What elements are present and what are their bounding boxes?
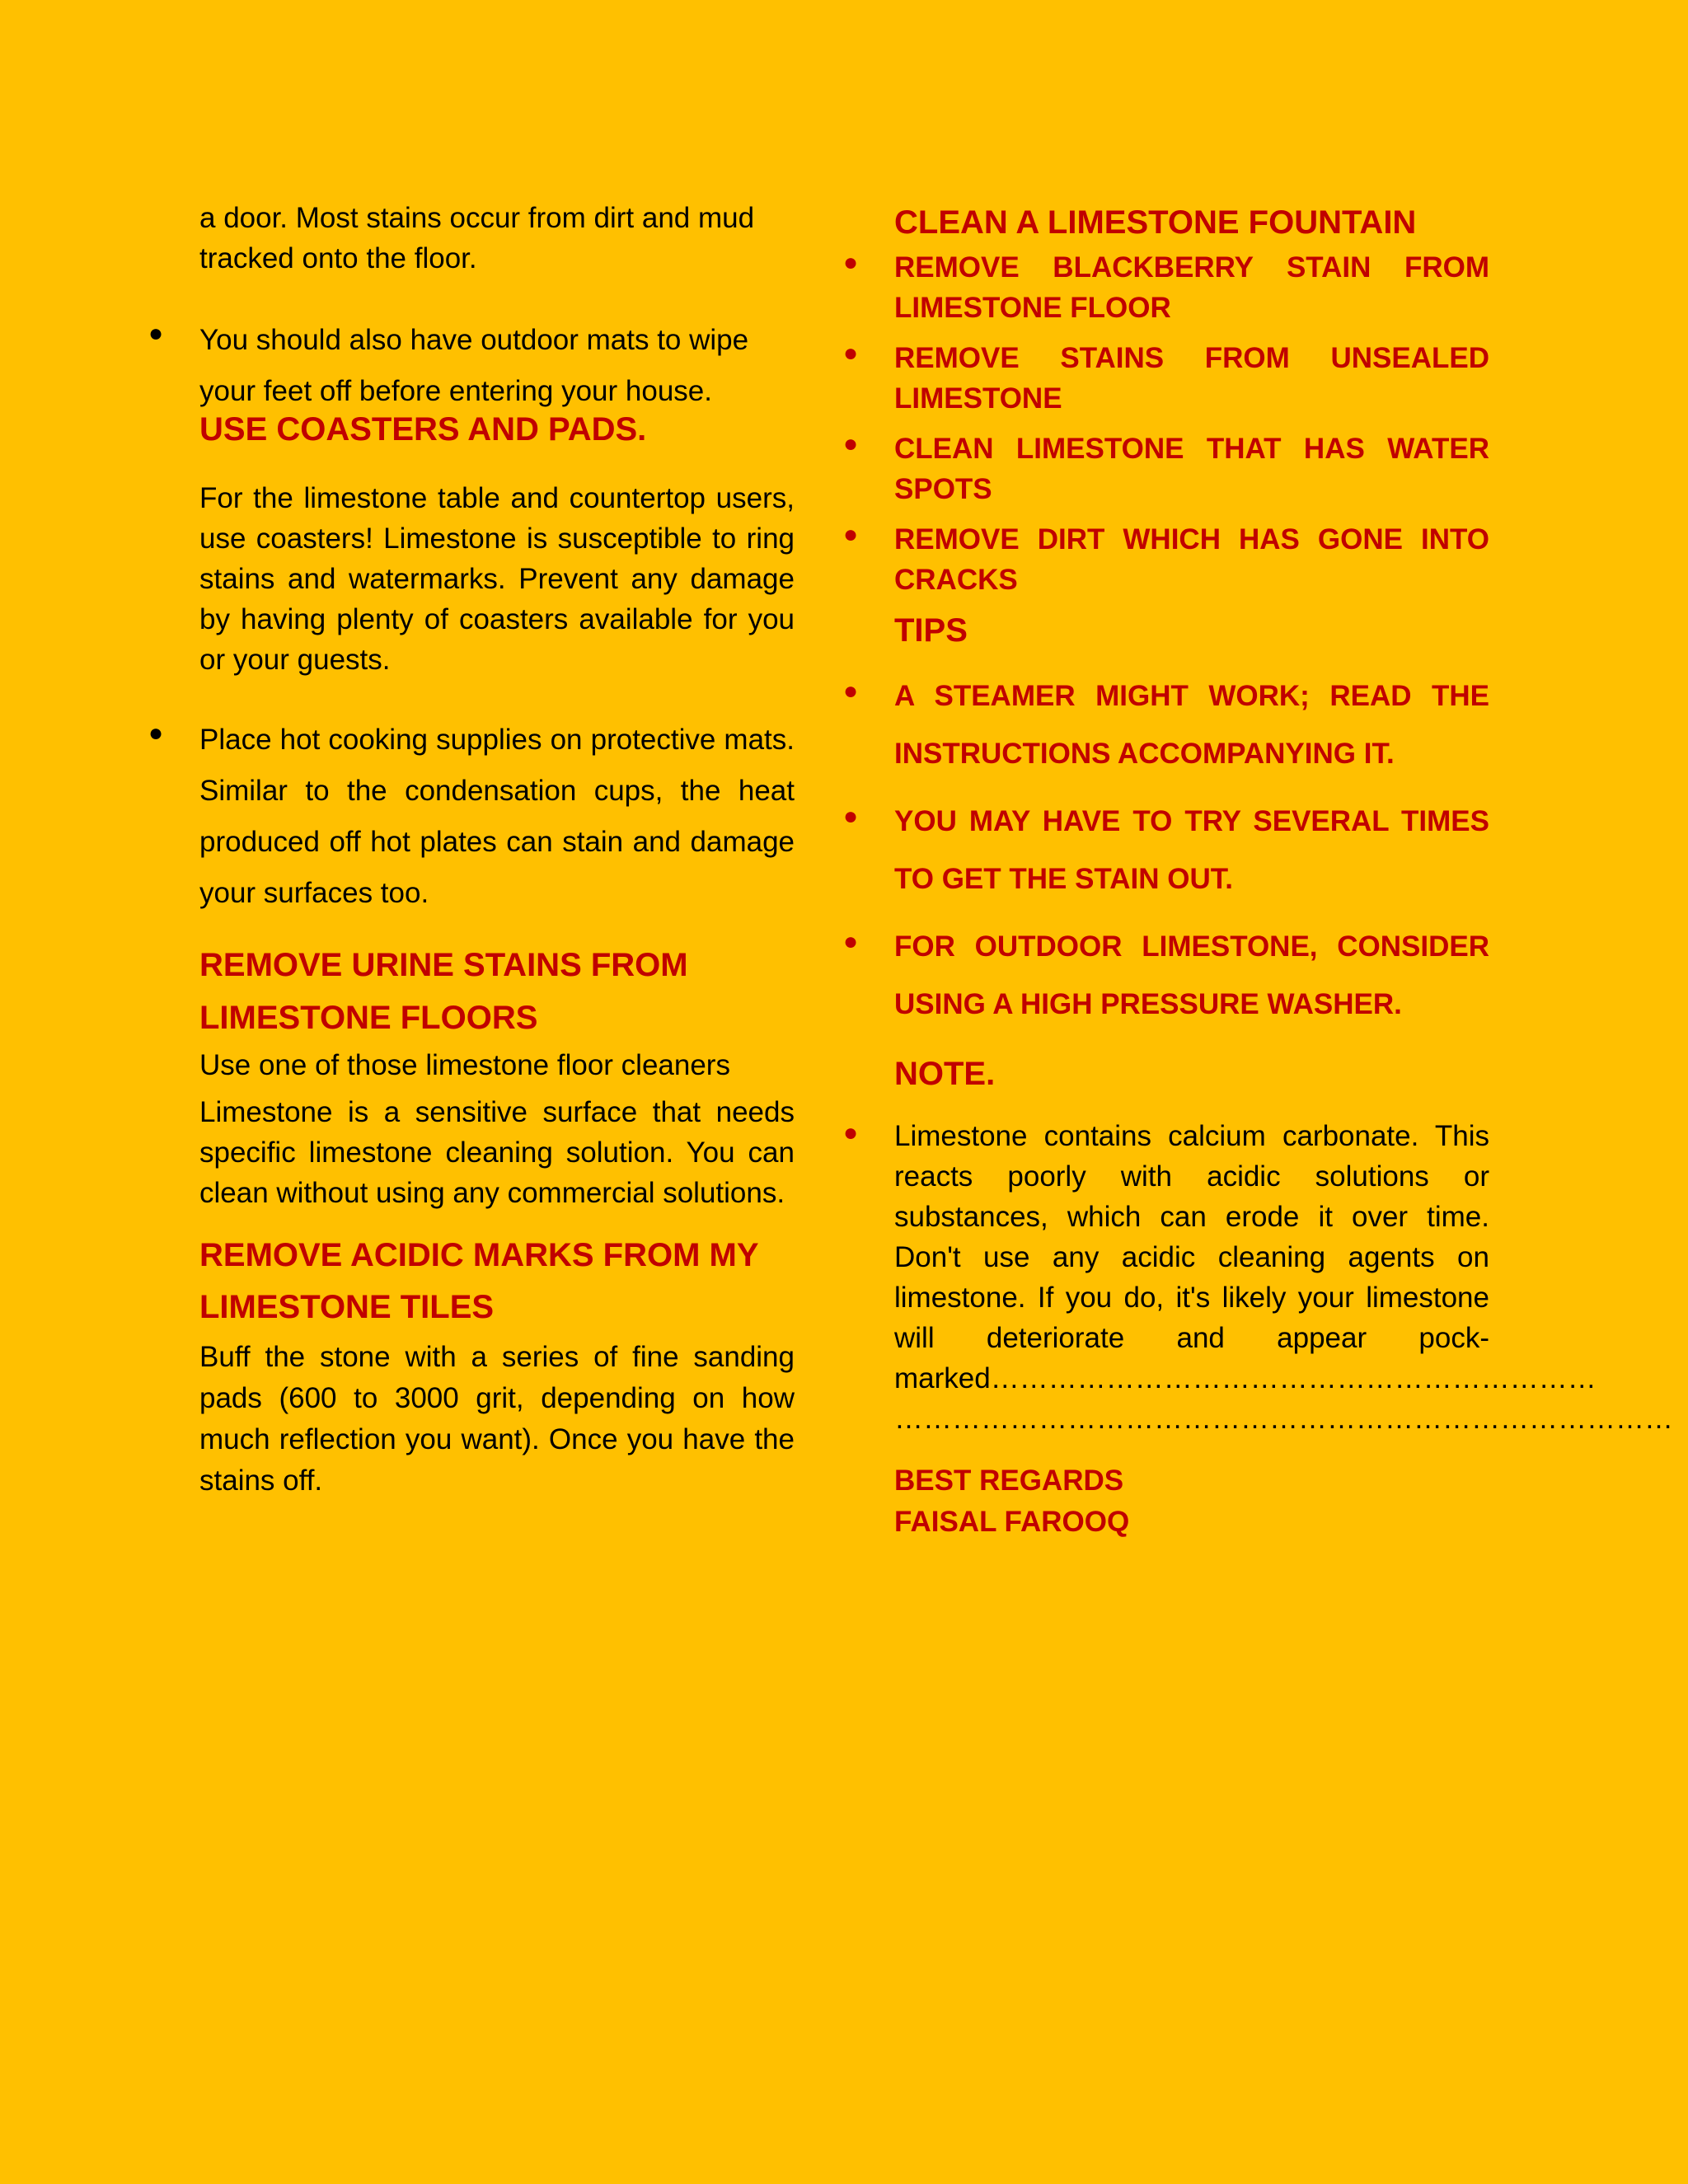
list-item-outdoor-mats <box>148 315 795 417</box>
list-item <box>843 918 1489 1033</box>
bullet-dot-icon: ● <box>843 430 859 457</box>
list-item-text: CLEAN LIMESTONE THAT HAS WATER SPOTS <box>894 433 1489 505</box>
list-item <box>843 429 1489 509</box>
list-item-text: REMOVE BLACKBERRY STAIN FROM LIMESTONE FLOOR <box>894 251 1489 324</box>
note-text: Limestone contains calcium carbonate. This reacts poorly with acidic solutions or substances, which can erode it over time. Don't use any acidic cleaning agents on limestone. If you do, it's likely your limestone will deteriorate and appear pock-marked……………………………………………………… <box>894 1120 1597 1394</box>
heading-coasters: USE COASTERS AND PADS. <box>199 411 647 448</box>
note-dots: ……………………………………………………………………… <box>894 1403 1673 1435</box>
heading-urine-stains: REMOVE URINE STAINS FROM LIMESTONE FLOORS <box>199 947 688 1036</box>
bullet-dot-icon: ● <box>843 521 859 548</box>
signoff-author: FAISAL FAROOQ <box>894 1506 1130 1538</box>
list-item-hot-supplies <box>148 715 795 919</box>
heading-tips: TIPS <box>894 612 968 649</box>
list-item <box>843 519 1489 600</box>
signoff-regards: BEST REGARDS <box>894 1465 1124 1497</box>
list-item <box>843 247 1489 328</box>
bullet-dot-icon: ● <box>843 677 859 705</box>
bullet-dot-icon: ● <box>843 340 859 367</box>
bullet-text: You should also have outdoor mats to wipe your feet off before entering your house. <box>199 324 749 407</box>
fountain-list <box>843 247 1489 600</box>
bullet-dot-icon: ● <box>843 1119 859 1146</box>
left-column <box>148 198 795 1502</box>
list-item <box>843 338 1489 419</box>
signoff <box>894 1460 1489 1543</box>
bullet-dot-icon: ● <box>148 719 164 747</box>
right-column <box>843 198 1673 1543</box>
list-item-text: A STEAMER MIGHT WORK; READ THE INSTRUCTIONS ACCOMPANYING IT. <box>894 680 1489 770</box>
paragraph-coasters: For the limestone table and countertop users, use coasters! Limestone is susceptible to ring stains and watermarks. Prevent any damage by having plenty of coasters available for you or your guests. <box>199 482 795 676</box>
bullet-dot-icon: ● <box>843 249 859 276</box>
heading-note: NOTE. <box>894 1056 996 1092</box>
list-item <box>843 793 1489 908</box>
heading-acidic-marks: REMOVE ACIDIC MARKS FROM MY LIMESTONE TILES <box>199 1237 758 1325</box>
intro-paragraph: a door. Most stains occur from dirt and mud tracked onto the floor. <box>199 202 755 274</box>
list-item <box>843 668 1489 783</box>
bullet-text: Place hot cooking supplies on protective mats. Similar to the condensation cups, the heat produced off hot plates can stain and damage your surfaces too. <box>199 724 795 909</box>
paragraph-urine-1: Use one of those limestone floor cleaners <box>199 1049 730 1081</box>
bullet-dot-icon: ● <box>843 928 859 955</box>
heading-fountain: CLEAN A LIMESTONE FOUNTAIN <box>894 204 1417 241</box>
paragraph-acidic: Buff the stone with a series of fine sanding pads (600 to 3000 grit, depending on how much reflection you want). Once you have the stains off. <box>199 1341 795 1497</box>
list-item-text: YOU MAY HAVE TO TRY SEVERAL TIMES TO GET THE STAIN OUT. <box>894 805 1489 895</box>
list-item-note <box>843 1116 1673 1439</box>
bullet-dot-icon: ● <box>148 320 164 347</box>
paragraph-urine-2: Limestone is a sensitive surface that needs specific limestone cleaning solution. You can clean without using any commercial solutions. <box>199 1096 795 1209</box>
bullet-dot-icon: ● <box>843 803 859 830</box>
list-item-text: FOR OUTDOOR LIMESTONE, CONSIDER USING A HIGH PRESSURE WASHER. <box>894 930 1489 1020</box>
tips-list <box>843 668 1489 1033</box>
list-item-text: REMOVE DIRT WHICH HAS GONE INTO CRACKS <box>894 523 1489 596</box>
list-item-text: REMOVE STAINS FROM UNSEALED LIMESTONE <box>894 342 1489 415</box>
